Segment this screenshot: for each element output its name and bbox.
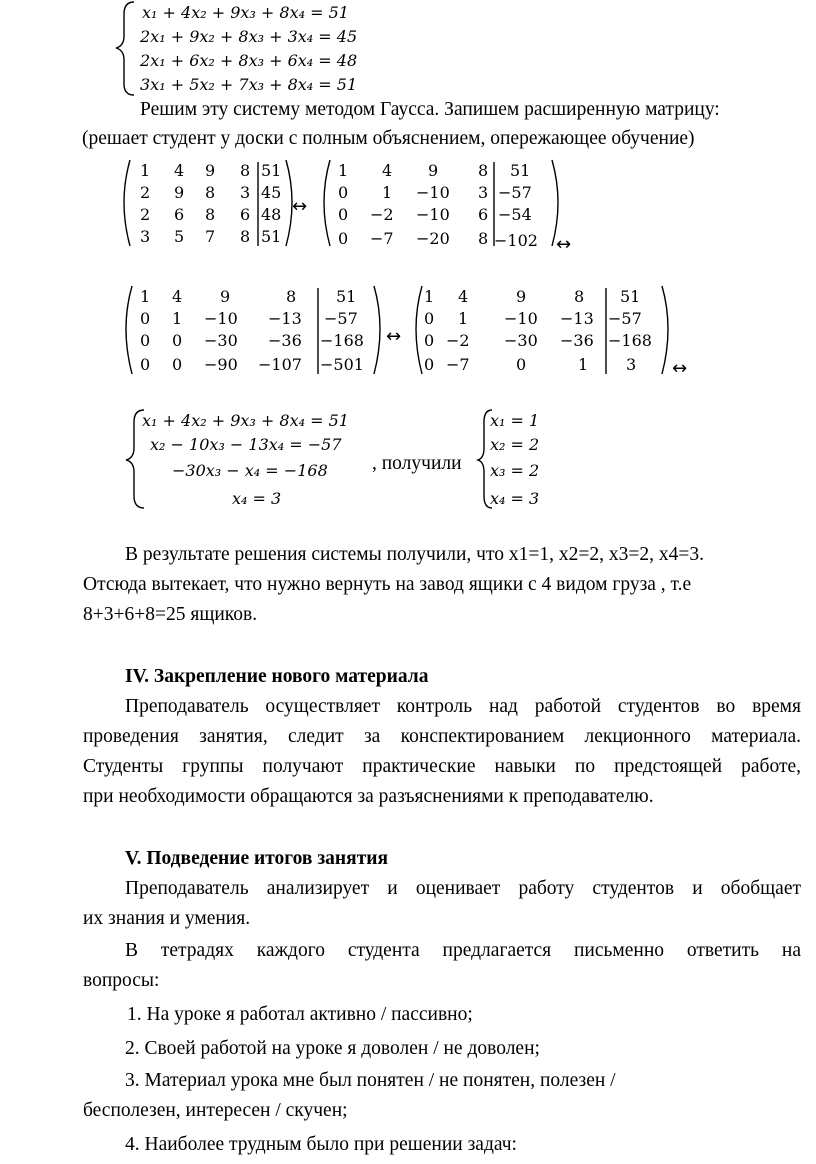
m4-cell: 0 [424,331,435,350]
m3-cell: −13 [268,309,302,328]
m4-rhs: 51 [620,287,641,306]
m4-cell: −2 [446,331,470,350]
intro-line-2: (решает студент у доски с полным объяснением, опережающее обучение) [82,128,695,149]
m4-cell: −30 [504,331,538,350]
equiv-arrow: ↔ [386,326,402,347]
equiv-arrow: ↔ [292,196,308,217]
m1-cell: 8 [240,227,251,246]
m4-cell: −7 [446,355,470,374]
m1-rhs: 48 [261,205,282,224]
initial-eq-3: 2x₁ + 6x₂ + 8x₃ + 6x₄ = 48 [140,51,358,70]
reduced-system [122,408,392,512]
m3-cell: −10 [204,309,238,328]
m3-cell: −90 [204,355,238,374]
m3-cell: 0 [140,309,151,328]
result-line-3: 8+3+6+8=25 ящиков. [83,604,258,625]
received-label: , получили [372,453,462,474]
section-4-line: Преподаватель осуществляет контроль над работой студентов во время [125,696,801,717]
m3-cell: −30 [204,331,238,350]
m1-cell: 9 [205,161,216,180]
m1-rhs: 45 [261,183,282,202]
initial-eq-2: 2x₁ + 9x₂ + 8x₃ + 3x₄ = 45 [140,27,358,46]
m2-cell: 9 [428,161,439,180]
m2-cell: −7 [370,229,394,248]
matrix-3 [120,284,388,380]
intro-line-1: Решим эту систему методом Гаусса. Запишем расширенную матрицу: [140,99,720,120]
m3-cell: 0 [172,331,183,350]
m3-cell: 0 [172,355,183,374]
m4-cell: −10 [504,309,538,328]
m1-rhs: 51 [261,161,282,180]
m2-rhs: 51 [510,161,531,180]
section-5-p2-line: В тетрадях каждого студента предлагается письменно ответить на [125,940,801,961]
question-2: 2. Своей работой на уроке я доволен / не доволен; [125,1038,540,1059]
solution-x2: x₂ = 2 [490,435,540,454]
m1-cell: 5 [174,227,185,246]
question-1: 1. На уроке я работал активно / пассивно; [127,1004,473,1025]
section-4-heading: IV. Закрепление нового материала [125,666,429,687]
m1-cell: 4 [174,161,185,180]
solution-x4: x₄ = 3 [490,489,540,508]
m3-cell: −107 [258,355,302,374]
m3-cell: 0 [140,355,151,374]
initial-eq-4: 3x₁ + 5x₂ + 7x₃ + 8x₄ = 51 [140,75,358,94]
reduced-eq-3: −30x₃ − x₄ = −168 [172,461,328,480]
question-3-line-2: бесполезен, интересен / скучен; [83,1100,348,1121]
m2-cell: −20 [416,229,450,248]
m4-rhs: −57 [608,309,642,328]
m2-cell: 3 [478,183,489,202]
m3-cell: 8 [286,287,297,306]
matrix-2 [318,158,568,254]
matrix-1 [118,158,298,250]
m1-cell: 7 [205,227,216,246]
m2-cell: 0 [338,183,349,202]
reduced-eq-2: x₂ − 10x₃ − 13x₄ = −57 [150,435,342,454]
m4-cell: 8 [574,287,585,306]
m4-cell: −36 [560,331,594,350]
m1-cell: 3 [240,183,251,202]
reduced-eq-4: x₄ = 3 [232,489,282,508]
question-4: 4. Наиболее трудным было при решении задач: [125,1134,517,1155]
m1-cell: 3 [140,227,151,246]
solution-x1: x₁ = 1 [490,411,540,430]
question-3-line-1: 3. Материал урока мне был понятен / не понятен, полезен / [125,1070,616,1091]
m1-cell: 8 [205,205,216,224]
m1-cell: 8 [240,161,251,180]
section-5-heading: V. Подведение итогов занятия [125,848,389,869]
m3-cell: 9 [220,287,231,306]
m4-rhs: 3 [626,355,637,374]
m2-cell: −10 [416,205,450,224]
section-4-line: Студенты группы получают практические навыки по предстоящей работе, [83,756,801,777]
m2-cell: 8 [478,229,489,248]
m1-cell: 2 [140,183,151,202]
initial-eq-1: x₁ + 4x₂ + 9x₃ + 8x₄ = 51 [142,3,349,22]
m4-cell: 4 [458,287,469,306]
m3-rhs: −168 [320,331,364,350]
m2-cell: 8 [478,161,489,180]
solution-system [476,408,586,512]
m2-cell: 4 [382,161,393,180]
m3-cell: 1 [172,309,183,328]
m3-rhs: 51 [336,287,357,306]
m2-cell: 6 [478,205,489,224]
m2-rhs: −54 [498,205,532,224]
m4-cell: 0 [424,355,435,374]
m2-rhs: −102 [494,231,538,250]
section-4-line: проведения занятия, следит за конспектированием лекционного материала. [83,726,801,747]
m4-cell: 0 [516,355,527,374]
reduced-eq-1: x₁ + 4x₂ + 9x₃ + 8x₄ = 51 [142,411,349,430]
m2-cell: −2 [370,205,394,224]
section-5-p1-line: Преподаватель анализирует и оценивает работу студентов и обобщает [125,878,801,899]
m4-cell: 1 [578,355,589,374]
m4-rhs: −168 [608,331,652,350]
m2-cell: 0 [338,205,349,224]
m2-cell: −10 [416,183,450,202]
m3-cell: −36 [268,331,302,350]
m4-cell: −13 [560,309,594,328]
equiv-arrow: ↔ [556,234,572,255]
m1-rhs: 51 [261,227,282,246]
m1-cell: 9 [174,183,185,202]
m1-cell: 8 [205,183,216,202]
m1-cell: 2 [140,205,151,224]
m1-cell: 1 [140,161,151,180]
m4-cell: 9 [516,287,527,306]
m3-rhs: −57 [324,309,358,328]
result-line-1: В результате решения системы получили, что x1=1, x2=2, x3=2, x4=3. [125,544,704,565]
result-line-2: Отсюда вытекает, что нужно вернуть на завод ящики с 4 видом груза , т.е [83,574,692,595]
m3-cell: 1 [140,287,151,306]
m3-rhs: −501 [320,355,364,374]
solution-x3: x₃ = 2 [490,461,540,480]
m1-cell: 6 [174,205,185,224]
matrix-4 [410,284,676,380]
m2-cell: 1 [382,183,393,202]
m2-cell: 0 [338,229,349,248]
m3-cell: 0 [140,331,151,350]
section-5-p2-line: вопросы: [83,970,160,991]
section-4-line: при необходимости обращаются за разъяснениями к преподавателю. [83,786,654,807]
m1-cell: 6 [240,205,251,224]
m2-cell: 1 [338,161,349,180]
m4-cell: 1 [458,309,469,328]
section-5-p1-line: их знания и умения. [83,908,251,929]
m4-cell: 0 [424,309,435,328]
m2-rhs: −57 [498,183,532,202]
m4-cell: 1 [424,287,435,306]
m3-cell: 4 [172,287,183,306]
equiv-arrow: ↔ [672,358,688,379]
